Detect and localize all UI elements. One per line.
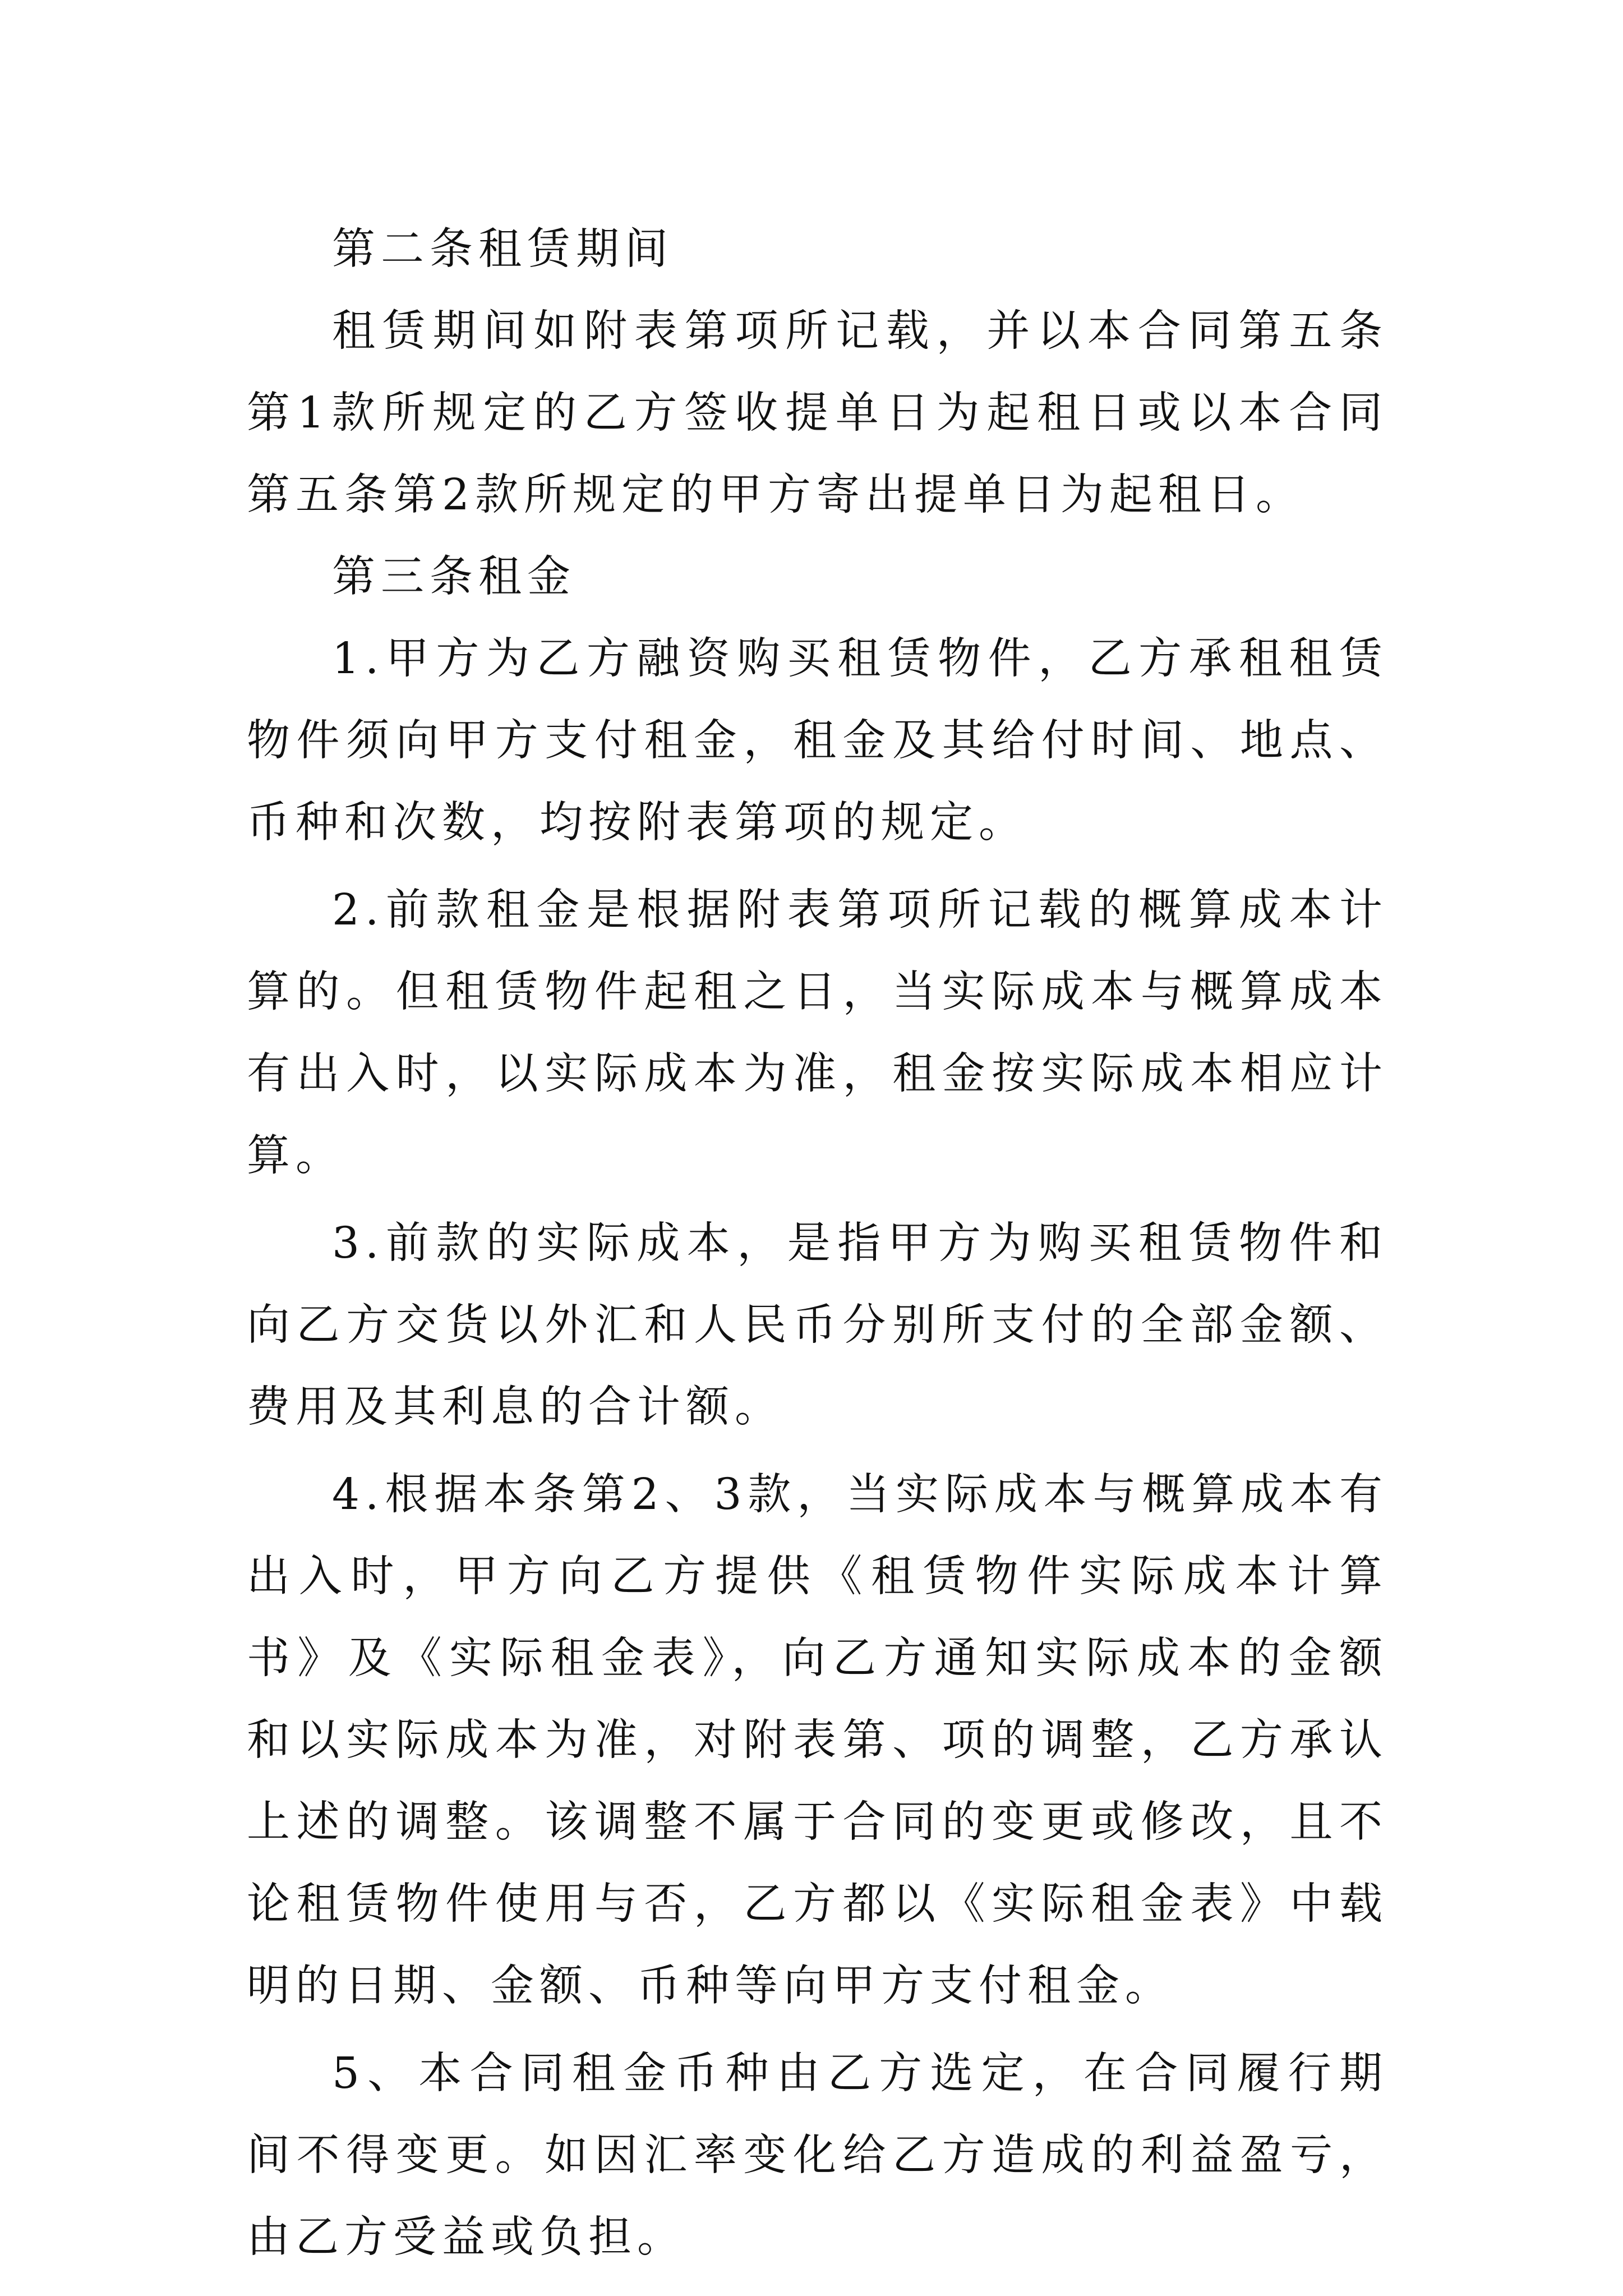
section-3-item-2: 2.前款租金是根据附表第项所记载的概算成本计算的。但租赁物件起租之日，当实际成本与概算成本有出入时，以实际成本为准，租金按实际成本相应计算。 [247, 885, 1388, 1181]
section-3-item-3: 3.前款的实际成本，是指甲方为购买租赁物件和向乙方交货以外汇和人民币分别所支付的全部金额、费用及其利息的合计额。 [247, 1218, 1388, 1432]
section-3-item-4: 4.根据本条第2、3款，当实际成本与概算成本有出入时，甲方向乙方提供《租赁物件实际成本计算书》及《实际租金表》，向乙方通知实际成本的金额和以实际成本为准，对附表第、项的调整，乙方承认上述的调整。该调整不属于合同的变更或修改，且不论租赁物件使用与否，乙方都以《实际租金表》中载明的日期、金额、币种等向甲方支付租金。 [247, 1470, 1388, 2011]
section-3-item-1: 1.甲方为乙方融资购买租赁物件，乙方承租租赁物件须向甲方支付租金，租金及其给付时间、地点、币种和次数，均按附表第项的规定。 [247, 634, 1388, 848]
section-2-body: 租赁期间如附表第项所记载，并以本合同第五条第1款所规定的乙方签收提单日为起租日或以本合同第五条第2款所规定的甲方寄出提单日为起租日。 [247, 306, 1388, 520]
section-3-item-5: 5、本合同租金币种由乙方选定，在合同履行期间不得变更。如因汇率变化给乙方造成的利益盈亏，由乙方受益或负担。 [247, 2049, 1388, 2262]
document-body [247, 209, 1388, 2279]
section-3-heading: 第三条租金 [332, 552, 576, 602]
section-2-heading: 第二条租赁期间 [332, 224, 674, 274]
